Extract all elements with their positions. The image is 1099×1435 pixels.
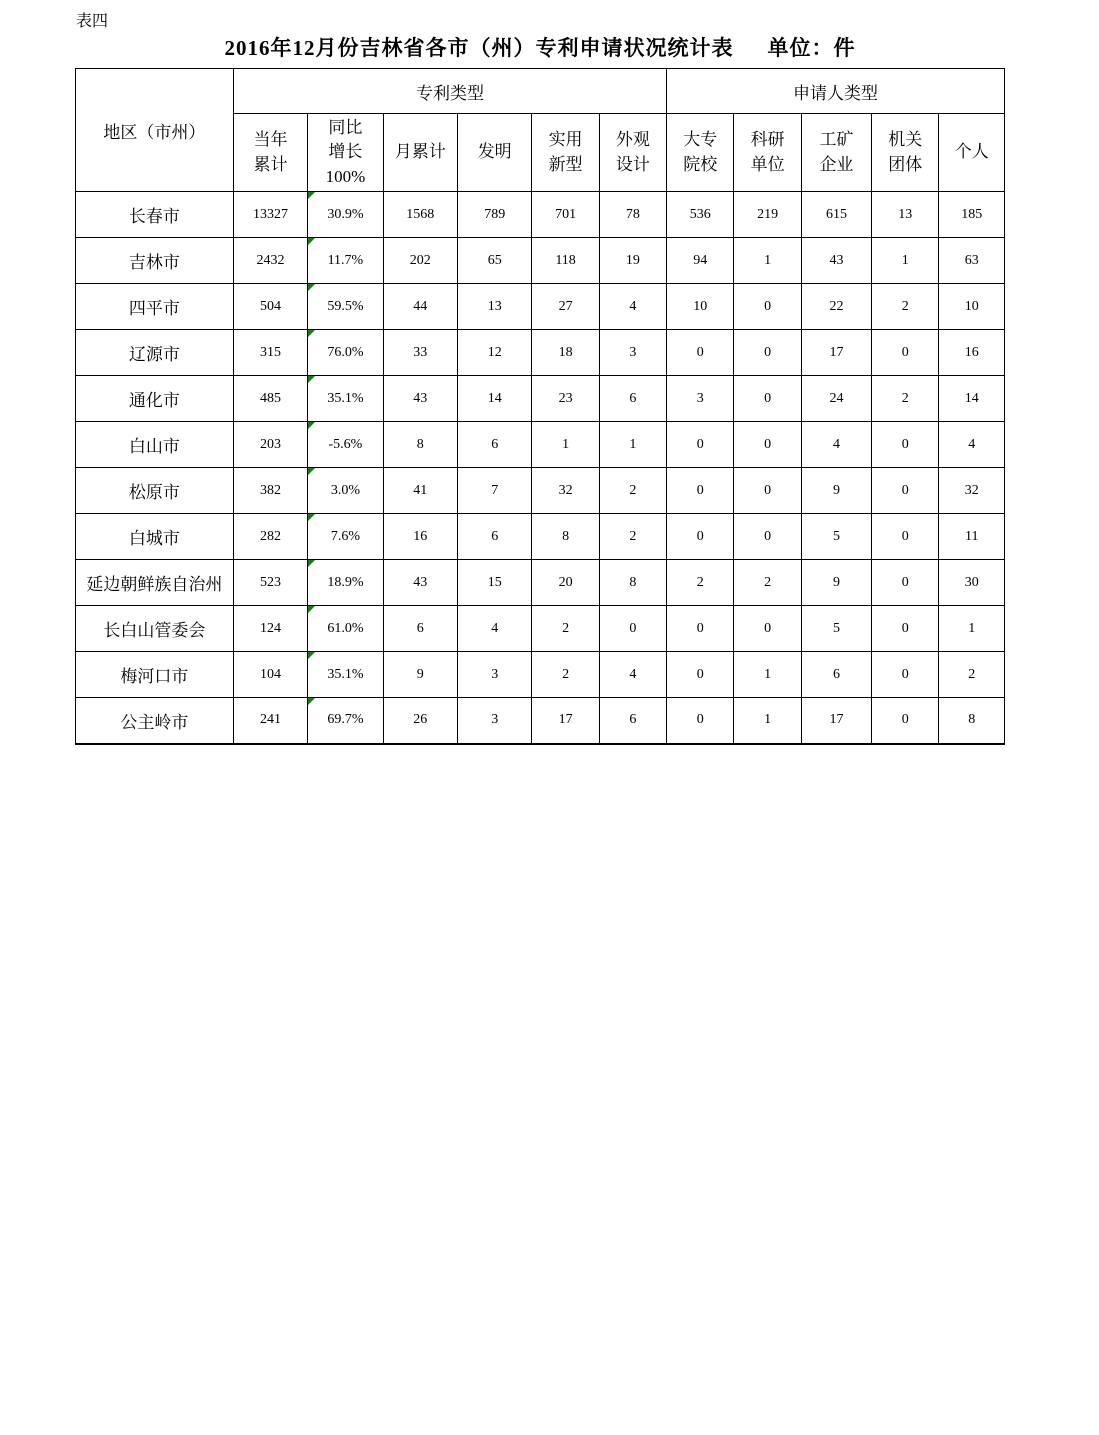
- value-cell: 1: [734, 698, 801, 744]
- table-row: [76, 192, 1005, 238]
- value-cell: 104: [233, 652, 307, 698]
- value-cell: 3.0%: [308, 468, 383, 514]
- value-cell: 2: [532, 652, 599, 698]
- value-cell: 0: [734, 330, 801, 376]
- value-cell: 1: [599, 422, 666, 468]
- value-cell: 24: [801, 376, 871, 422]
- value-cell: 78: [599, 192, 666, 238]
- value-cell: 41: [383, 468, 457, 514]
- value-cell: 0: [667, 652, 734, 698]
- value-cell: 43: [801, 238, 871, 284]
- value-cell: 0: [667, 468, 734, 514]
- value-cell: 118: [532, 238, 599, 284]
- value-cell: 185: [939, 192, 1005, 238]
- region-cell: 白城市: [76, 514, 234, 560]
- value-cell: 19: [599, 238, 666, 284]
- table-row: [76, 376, 1005, 422]
- table-row: [76, 698, 1005, 744]
- value-cell: 30.9%: [308, 192, 383, 238]
- value-cell: 35.1%: [308, 652, 383, 698]
- value-cell: 11.7%: [308, 238, 383, 284]
- value-cell: 3: [667, 376, 734, 422]
- region-cell: 延边朝鲜族自治州: [76, 560, 234, 606]
- value-cell: 69.7%: [308, 698, 383, 744]
- value-cell: 4: [801, 422, 871, 468]
- value-cell: 17: [801, 330, 871, 376]
- value-cell: 30: [939, 560, 1005, 606]
- value-cell: 6: [458, 514, 532, 560]
- value-cell: 6: [801, 652, 871, 698]
- value-cell: 10: [939, 284, 1005, 330]
- region-cell: 白山市: [76, 422, 234, 468]
- column-header: 当年 累计: [233, 114, 307, 192]
- value-cell: 2: [939, 652, 1005, 698]
- table-row: [76, 560, 1005, 606]
- value-cell: 1: [872, 238, 939, 284]
- value-cell: 43: [383, 376, 457, 422]
- value-cell: 0: [872, 422, 939, 468]
- value-cell: 3: [458, 698, 532, 744]
- value-cell: 315: [233, 330, 307, 376]
- value-cell: 0: [734, 514, 801, 560]
- value-cell: 0: [734, 422, 801, 468]
- value-cell: 16: [383, 514, 457, 560]
- value-cell: 7: [458, 468, 532, 514]
- value-cell: 4: [939, 422, 1005, 468]
- value-cell: 18.9%: [308, 560, 383, 606]
- value-cell: 0: [872, 330, 939, 376]
- value-cell: 14: [939, 376, 1005, 422]
- value-cell: 536: [667, 192, 734, 238]
- value-cell: 0: [872, 606, 939, 652]
- table-row: [76, 238, 1005, 284]
- group-header-applicant-type: 申请人类型: [667, 69, 1005, 114]
- value-cell: 32: [939, 468, 1005, 514]
- value-cell: 2: [599, 514, 666, 560]
- value-cell: 0: [872, 560, 939, 606]
- table-header: [76, 69, 1005, 192]
- value-cell: 13: [458, 284, 532, 330]
- value-cell: 20: [532, 560, 599, 606]
- value-cell: 43: [383, 560, 457, 606]
- value-cell: 1: [532, 422, 599, 468]
- value-cell: 18: [532, 330, 599, 376]
- value-cell: 59.5%: [308, 284, 383, 330]
- value-cell: 202: [383, 238, 457, 284]
- table-body: [76, 192, 1005, 744]
- column-header: 同比 增长 100%: [308, 114, 383, 192]
- value-cell: 94: [667, 238, 734, 284]
- region-cell: 四平市: [76, 284, 234, 330]
- column-header: 工矿 企业: [801, 114, 871, 192]
- value-cell: 241: [233, 698, 307, 744]
- value-cell: 282: [233, 514, 307, 560]
- value-cell: 0: [667, 606, 734, 652]
- column-header: 大专 院校: [667, 114, 734, 192]
- value-cell: 11: [939, 514, 1005, 560]
- value-cell: 7.6%: [308, 514, 383, 560]
- column-header: 机关 团体: [872, 114, 939, 192]
- table-row: [76, 514, 1005, 560]
- value-cell: 1568: [383, 192, 457, 238]
- value-cell: 3: [458, 652, 532, 698]
- value-cell: 9: [801, 560, 871, 606]
- table-row: [76, 422, 1005, 468]
- value-cell: 6: [599, 376, 666, 422]
- value-cell: 1: [734, 238, 801, 284]
- value-cell: 0: [734, 284, 801, 330]
- value-cell: 32: [532, 468, 599, 514]
- value-cell: 27: [532, 284, 599, 330]
- value-cell: 10: [667, 284, 734, 330]
- column-header: 个人: [939, 114, 1005, 192]
- region-cell: 吉林市: [76, 238, 234, 284]
- value-cell: 33: [383, 330, 457, 376]
- value-cell: 485: [233, 376, 307, 422]
- value-cell: 8: [532, 514, 599, 560]
- column-header: 实用 新型: [532, 114, 599, 192]
- value-cell: -5.6%: [308, 422, 383, 468]
- value-cell: 2: [872, 284, 939, 330]
- value-cell: 4: [458, 606, 532, 652]
- value-cell: 701: [532, 192, 599, 238]
- patent-statistics-table: [75, 68, 1005, 745]
- value-cell: 0: [872, 698, 939, 744]
- value-cell: 0: [734, 468, 801, 514]
- table-row: [76, 652, 1005, 698]
- value-cell: 2: [872, 376, 939, 422]
- value-cell: 9: [383, 652, 457, 698]
- value-cell: 17: [801, 698, 871, 744]
- value-cell: 504: [233, 284, 307, 330]
- value-cell: 615: [801, 192, 871, 238]
- value-cell: 5: [801, 606, 871, 652]
- value-cell: 4: [599, 284, 666, 330]
- region-cell: 辽源市: [76, 330, 234, 376]
- table-corner-label: 表四: [76, 13, 109, 30]
- value-cell: 12: [458, 330, 532, 376]
- value-cell: 523: [233, 560, 307, 606]
- value-cell: 14: [458, 376, 532, 422]
- column-header: 月累计: [383, 114, 457, 192]
- unit-label: 单位：件: [767, 36, 856, 60]
- value-cell: 65: [458, 238, 532, 284]
- value-cell: 17: [532, 698, 599, 744]
- group-header-row: [76, 69, 1005, 114]
- value-cell: 0: [734, 606, 801, 652]
- value-cell: 0: [734, 376, 801, 422]
- region-cell: 长春市: [76, 192, 234, 238]
- value-cell: 0: [667, 422, 734, 468]
- value-cell: 0: [872, 514, 939, 560]
- value-cell: 8: [383, 422, 457, 468]
- value-cell: 2: [599, 468, 666, 514]
- value-cell: 382: [233, 468, 307, 514]
- table-row: [76, 330, 1005, 376]
- value-cell: 0: [667, 698, 734, 744]
- value-cell: 219: [734, 192, 801, 238]
- value-cell: 23: [532, 376, 599, 422]
- value-cell: 1: [734, 652, 801, 698]
- value-cell: 0: [667, 330, 734, 376]
- region-cell: 长白山管委会: [76, 606, 234, 652]
- value-cell: 15: [458, 560, 532, 606]
- region-cell: 松原市: [76, 468, 234, 514]
- value-cell: 26: [383, 698, 457, 744]
- value-cell: 789: [458, 192, 532, 238]
- value-cell: 44: [383, 284, 457, 330]
- value-cell: 13: [872, 192, 939, 238]
- value-cell: 1: [939, 606, 1005, 652]
- value-cell: 61.0%: [308, 606, 383, 652]
- value-cell: 2: [734, 560, 801, 606]
- column-header: 科研 单位: [734, 114, 801, 192]
- table-row: [76, 284, 1005, 330]
- value-cell: 0: [667, 514, 734, 560]
- value-cell: 8: [939, 698, 1005, 744]
- value-cell: 2: [667, 560, 734, 606]
- value-cell: 2432: [233, 238, 307, 284]
- region-cell: 梅河口市: [76, 652, 234, 698]
- column-header: 发明: [458, 114, 532, 192]
- value-cell: 6: [383, 606, 457, 652]
- value-cell: 4: [599, 652, 666, 698]
- value-cell: 76.0%: [308, 330, 383, 376]
- value-cell: 63: [939, 238, 1005, 284]
- region-cell: 通化市: [76, 376, 234, 422]
- value-cell: 6: [599, 698, 666, 744]
- group-header-patent-type: 专利类型: [233, 69, 666, 114]
- value-cell: 16: [939, 330, 1005, 376]
- table-row: [76, 468, 1005, 514]
- value-cell: 2: [532, 606, 599, 652]
- value-cell: 0: [872, 468, 939, 514]
- value-cell: 6: [458, 422, 532, 468]
- value-cell: 22: [801, 284, 871, 330]
- value-cell: 35.1%: [308, 376, 383, 422]
- region-cell: 公主岭市: [76, 698, 234, 744]
- value-cell: 3: [599, 330, 666, 376]
- value-cell: 124: [233, 606, 307, 652]
- value-cell: 5: [801, 514, 871, 560]
- table-row: [76, 606, 1005, 652]
- page-title: 2016年12月份吉林省各市（州）专利申请状况统计表: [224, 36, 734, 60]
- region-column-header: 地区（市州）: [76, 69, 234, 192]
- value-cell: 13327: [233, 192, 307, 238]
- page-title-line: [75, 32, 1005, 62]
- value-cell: 8: [599, 560, 666, 606]
- value-cell: 0: [872, 652, 939, 698]
- value-cell: 9: [801, 468, 871, 514]
- value-cell: 0: [599, 606, 666, 652]
- value-cell: 203: [233, 422, 307, 468]
- column-header: 外观 设计: [599, 114, 666, 192]
